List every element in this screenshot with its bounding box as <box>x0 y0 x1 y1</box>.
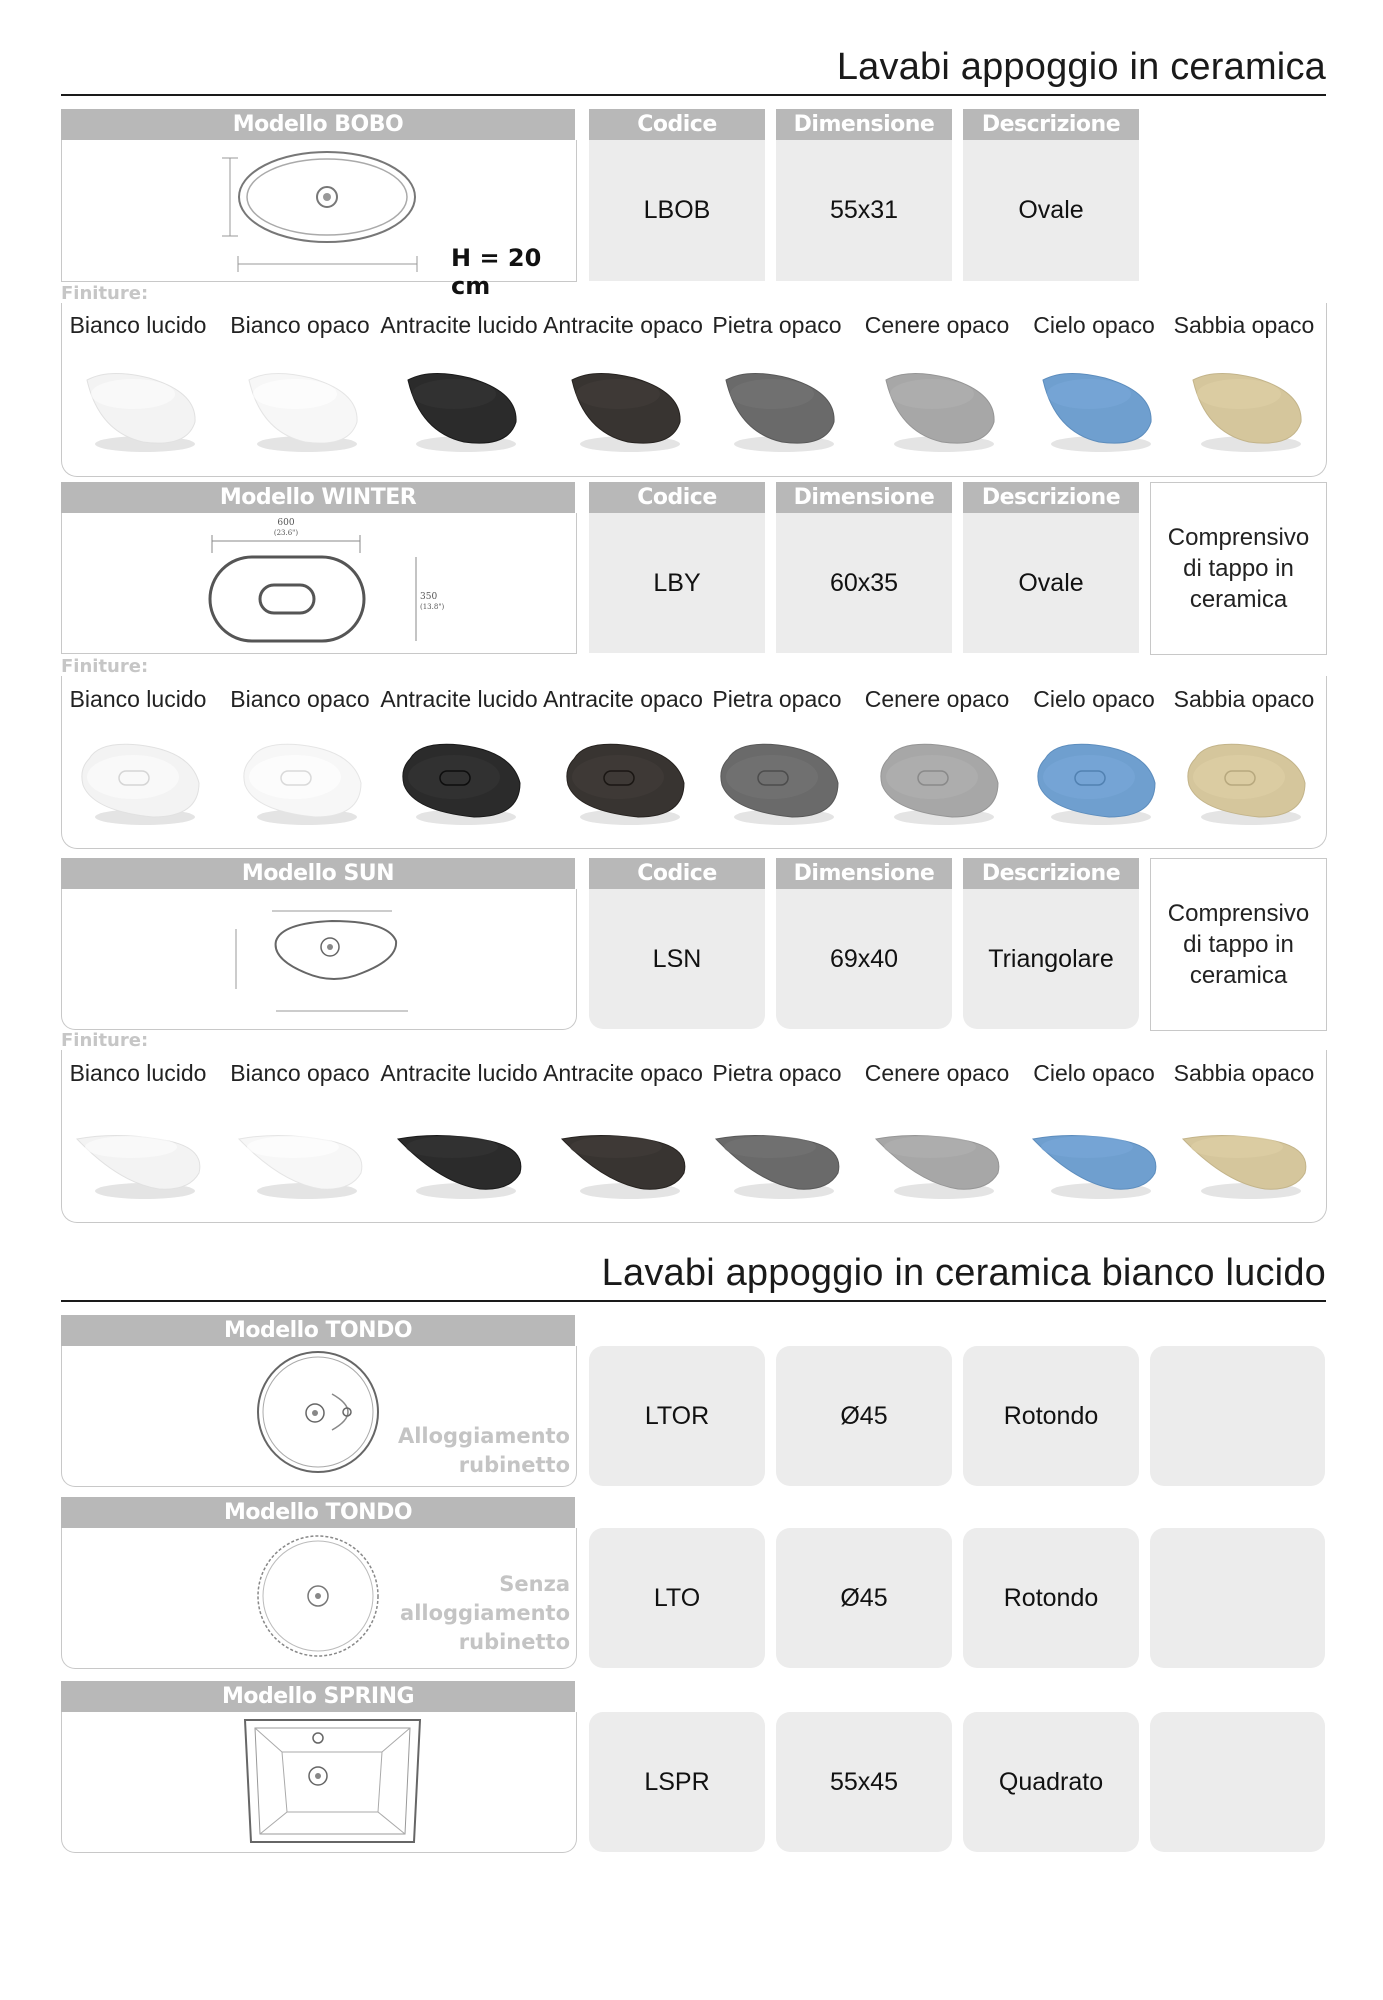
finish-name: Pietra opaco <box>712 312 842 338</box>
finish-name: Pietra opaco <box>712 1060 842 1086</box>
finish-name: Cenere opaco <box>864 312 1010 338</box>
finish-swatch <box>1038 744 1155 825</box>
finish-name: Cielo opaco <box>1033 1060 1155 1086</box>
finish-name: Cenere opaco <box>864 1060 1010 1086</box>
finishes-label: Finiture: <box>61 1030 149 1051</box>
note-box <box>1150 482 1327 655</box>
code-cell: LBY <box>589 513 765 653</box>
finish-swatch <box>567 744 684 825</box>
model-header: Modello SPRING <box>61 1681 575 1712</box>
description-cell: Rotondo <box>963 1346 1139 1486</box>
finish-name: Sabbia opaco <box>1173 1060 1315 1086</box>
model-header: Modello BOBO <box>61 109 575 140</box>
codice-header: Codice <box>589 858 765 889</box>
dimension-header: Dimensione <box>776 482 952 513</box>
note-line: Comprensivo <box>1167 900 1310 927</box>
finish-swatch <box>721 744 838 825</box>
finish-swatch <box>239 1135 362 1199</box>
description-cell: Ovale <box>963 140 1139 281</box>
dimension-cell: Ø45 <box>776 1346 952 1486</box>
width-label: 600 <box>277 518 295 528</box>
model-header: Modello WINTER <box>61 482 575 513</box>
finish-swatch <box>716 1135 839 1199</box>
section-rule <box>61 1300 1326 1302</box>
code-cell: LBOB <box>589 140 765 281</box>
height-label: 350 <box>420 592 438 602</box>
dimension-header: Dimensione <box>776 109 952 140</box>
finish-swatch <box>249 373 357 452</box>
tap-note-line: Senza <box>499 1572 570 1596</box>
finish-name: Antracite lucido <box>380 686 538 712</box>
code-cell: LTO <box>589 1528 765 1668</box>
finish-name: Bianco lucido <box>69 686 207 712</box>
description-cell: Triangolare <box>963 889 1139 1029</box>
description-cell: Ovale <box>963 513 1139 653</box>
finish-name: Cenere opaco <box>864 686 1010 712</box>
model-drawing-box <box>61 513 577 654</box>
description-header: Descrizione <box>963 858 1139 889</box>
model-header: Modello TONDO <box>61 1497 575 1528</box>
tap-note-line: rubinetto <box>458 1630 570 1654</box>
finish-swatch <box>881 744 998 825</box>
dimension-cell: 55x45 <box>776 1712 952 1852</box>
note-line: di tappo in <box>1183 931 1294 958</box>
finish-swatch <box>1183 1135 1306 1199</box>
note-line: di tappo in <box>1183 555 1294 582</box>
spring-drawing <box>62 1712 576 1852</box>
section-rule <box>61 94 1326 96</box>
note-line: ceramica <box>1189 586 1288 613</box>
finish-swatch <box>886 373 994 452</box>
model-header: Modello SUN <box>61 858 575 889</box>
finish-swatch <box>398 1135 521 1199</box>
tap-note-line: alloggiamento <box>400 1601 570 1625</box>
finish-name: Antracite lucido <box>380 1060 538 1086</box>
model-header: Modello TONDO <box>61 1315 575 1346</box>
finish-swatch <box>1033 1135 1156 1199</box>
finish-swatch <box>87 373 195 452</box>
finish-name: Antracite lucido <box>380 312 538 338</box>
tap-note-line: Alloggiamento <box>397 1424 570 1448</box>
finish-name: Pietra opaco <box>712 686 842 712</box>
finish-name: Bianco opaco <box>230 686 370 712</box>
dimension-cell: 55x31 <box>776 140 952 281</box>
description-header: Descrizione <box>963 109 1139 140</box>
finish-name: Bianco opaco <box>230 312 370 338</box>
note-line: ceramica <box>1189 962 1288 989</box>
finish-name: Bianco lucido <box>69 312 207 338</box>
description-cell: Quadrato <box>963 1712 1139 1852</box>
finish-name: Sabbia opaco <box>1173 312 1315 338</box>
dimension-cell: 69x40 <box>776 889 952 1029</box>
finish-swatch <box>1188 744 1305 825</box>
codice-header: Codice <box>589 109 765 140</box>
finish-name: Cielo opaco <box>1033 686 1155 712</box>
finish-name: Antracite opaco <box>543 1060 703 1086</box>
finish-swatch <box>1193 373 1301 452</box>
model-drawing-box <box>61 889 577 1030</box>
dimension-cell: Ø45 <box>776 1528 952 1668</box>
description-header: Descrizione <box>963 482 1139 513</box>
model-drawing-box <box>61 1528 577 1669</box>
sun-drawing <box>62 889 576 1029</box>
tap-note <box>398 1422 570 1480</box>
finish-swatch <box>77 1135 200 1199</box>
dimension-cell: 60x35 <box>776 513 952 653</box>
section-title: Lavabi appoggio in ceramica bianco lucido <box>601 1252 1326 1294</box>
finish-swatch <box>408 373 516 452</box>
winter-drawing <box>62 513 576 653</box>
finishes-label: Finiture: <box>61 656 149 677</box>
finish-name: Antracite opaco <box>543 686 703 712</box>
description-cell: Rotondo <box>963 1528 1139 1668</box>
model-drawing-box <box>61 1346 577 1487</box>
note-line: Comprensivo <box>1167 524 1310 551</box>
tap-note <box>400 1570 570 1657</box>
finish-swatch <box>562 1135 685 1199</box>
width-inch-label: (23.6") <box>273 529 299 537</box>
code-cell: LSPR <box>589 1712 765 1852</box>
dimension-header: Dimensione <box>776 858 952 889</box>
finish-name: Sabbia opaco <box>1173 686 1315 712</box>
finish-name: Antracite opaco <box>543 312 703 338</box>
finish-swatch <box>244 744 361 825</box>
code-cell: LSN <box>589 889 765 1029</box>
empty-cell <box>1150 1528 1325 1668</box>
finish-name: Bianco opaco <box>230 1060 370 1086</box>
height-note: H = 20 cm <box>451 244 542 300</box>
finish-swatch <box>726 373 834 452</box>
height-inch-label: (13.8") <box>420 603 445 611</box>
tap-note-line: rubinetto <box>458 1453 570 1477</box>
code-cell: LTOR <box>589 1346 765 1486</box>
finish-swatch <box>572 373 680 452</box>
finish-swatch <box>403 744 520 825</box>
finish-swatch <box>876 1135 999 1199</box>
section-title: Lavabi appoggio in ceramica <box>836 46 1326 88</box>
finish-name: Bianco lucido <box>69 1060 207 1086</box>
finishes-label: Finiture: <box>61 283 149 304</box>
model-drawing-box <box>61 1712 577 1853</box>
empty-cell <box>1150 1346 1325 1486</box>
codice-header: Codice <box>589 482 765 513</box>
empty-cell <box>1150 1712 1325 1852</box>
finish-swatch <box>1043 373 1151 452</box>
finish-swatch <box>82 744 199 825</box>
finish-name: Cielo opaco <box>1033 312 1155 338</box>
note-box <box>1150 858 1327 1031</box>
